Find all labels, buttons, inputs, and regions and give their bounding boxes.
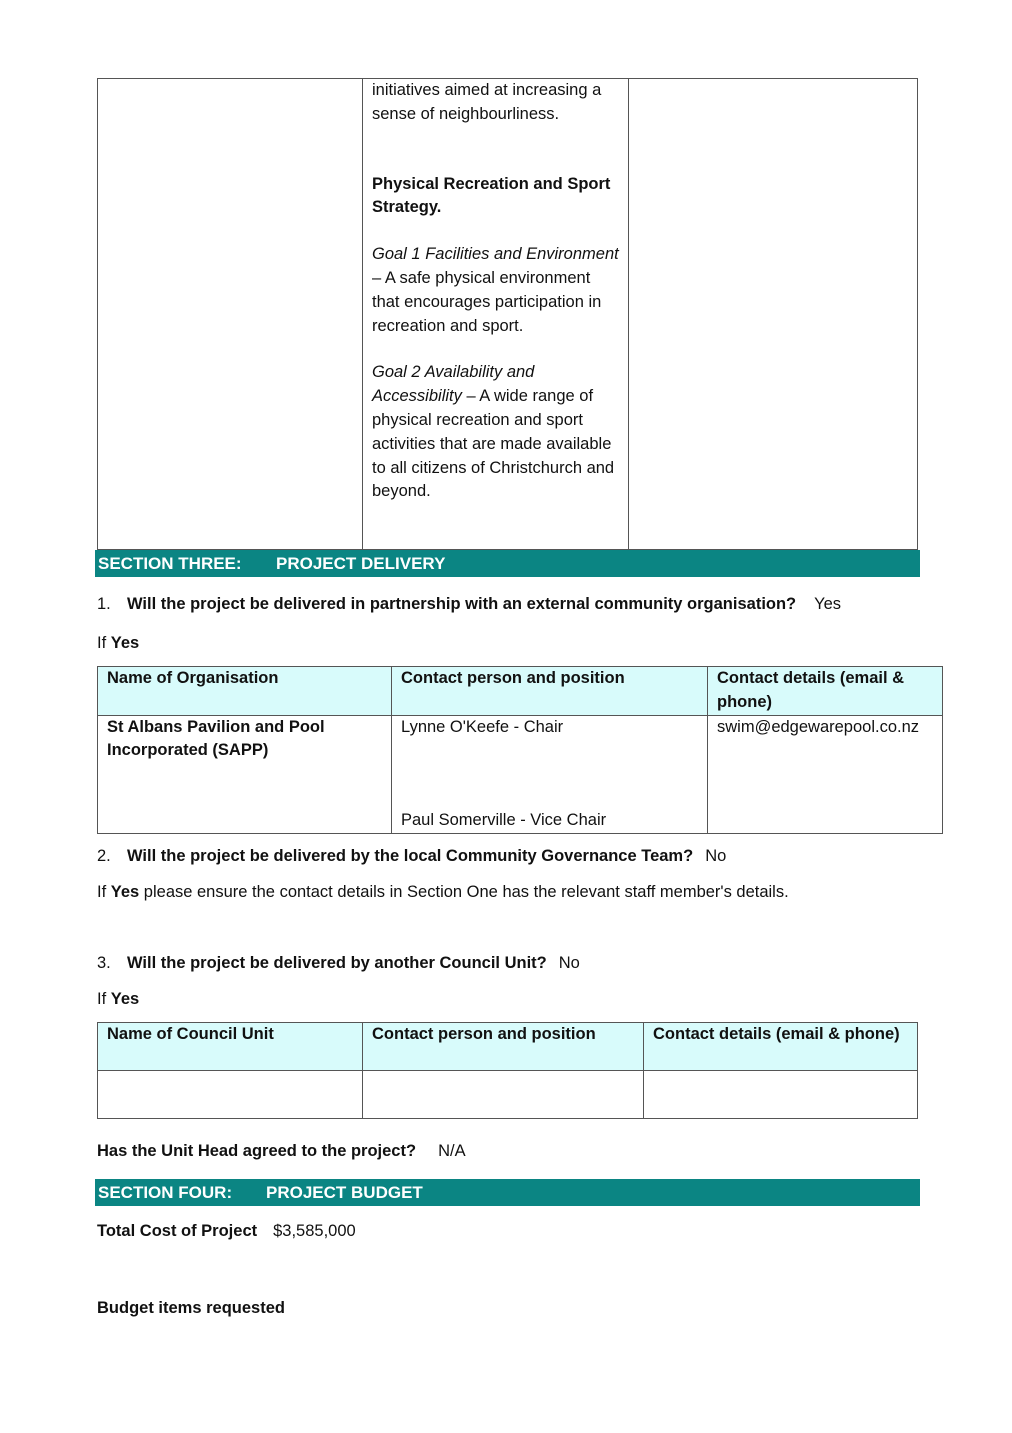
q2-note-text: please ensure the contact details in Section One has the relevant staff member's details. [139,883,789,901]
org-header-contact: Contact person and position [392,667,708,716]
goal1-text: – A safe physical environment that encourages participation in recreation and sport. [372,268,602,335]
strategy-table [97,78,918,550]
total-cost-label: Total Cost of Project [97,1222,258,1240]
strategy-empty-cell-left [98,79,363,550]
question-1-answer: Yes [814,595,842,613]
org-contact-cell [392,715,708,834]
q2-note-yes: Yes [110,883,140,901]
question-3-number: 3. [97,954,111,972]
goal2-paragraph [372,361,619,504]
if-yes-line-1 [97,632,139,654]
org-contact-1: Lynne O'Keefe - Chair [401,717,564,736]
goal2-text: – A wide range of physical recreation and sport activities that are made available to all citizens of Christchurch and beyond. [372,387,615,501]
question-3 [97,952,580,974]
q3-if-prefix: If [97,990,107,1008]
org-contact-2: Paul Somerville - Vice Chair [401,811,607,830]
total-cost-value: $3,585,000 [273,1222,356,1240]
council-unit-table [97,1022,918,1119]
unit-header-contact: Contact person and position [363,1023,644,1071]
question-2-answer: No [705,847,727,865]
section-three-title: PROJECT DELIVERY [276,554,446,573]
goal2-label: Goal 2 Availability and Accessibility [372,363,535,406]
unit-head-answer: N/A [438,1142,466,1160]
question-3-answer: No [558,954,580,972]
unit-head-question: Has the Unit Head agreed to the project? [97,1142,417,1160]
goal1-paragraph [372,243,619,338]
section-three-label: SECTION THREE: [98,554,242,573]
section-four-header [95,1179,920,1206]
org-header-details: Contact details (email & phone) [708,667,943,716]
section-four-title: PROJECT BUDGET [266,1183,423,1202]
if-yes-line-3 [97,988,139,1010]
question-2-note [97,881,789,903]
question-1 [97,593,841,615]
question-3-text: Will the project be delivered by another Council Unit? [127,954,547,972]
question-2-number: 2. [97,847,111,865]
q3-if-yes: Yes [110,990,140,1008]
organisation-table [97,666,943,834]
question-1-text: Will the project be delivered in partnership with an external community organisation? [127,595,797,613]
unit-contact-cell [363,1071,644,1119]
if-prefix: If [97,634,107,652]
if-yes: Yes [110,634,140,652]
question-2 [97,845,726,867]
strategy-title: Physical Recreation and Sport Strategy. [372,174,611,217]
org-contact-details: swim@edgewarepool.co.nz [708,715,943,834]
unit-details-cell [644,1071,918,1119]
budget-items-label: Budget items requested [97,1299,285,1317]
unit-head-line [97,1140,466,1162]
org-header-name: Name of Organisation [98,667,392,716]
unit-header-name: Name of Council Unit [98,1023,363,1071]
goal1-label: Goal 1 Facilities and Environment [372,245,619,264]
unit-name-cell [98,1071,363,1119]
section-three-header [95,550,920,577]
q2-note-prefix: If [97,883,107,901]
total-cost-line [97,1220,356,1242]
org-name: St Albans Pavilion and Pool Incorporated (SAPP) [98,715,392,834]
question-1-number: 1. [97,595,111,613]
unit-header-details: Contact details (email & phone) [644,1023,918,1071]
continuation-text: initiatives aimed at increasing a sense of neighbourliness. [372,81,602,123]
section-four-label: SECTION FOUR: [98,1183,233,1202]
strategy-text-cell [363,79,629,550]
question-2-text: Will the project be delivered by the local Community Governance Team? [127,847,694,865]
strategy-empty-cell-right [629,79,918,550]
